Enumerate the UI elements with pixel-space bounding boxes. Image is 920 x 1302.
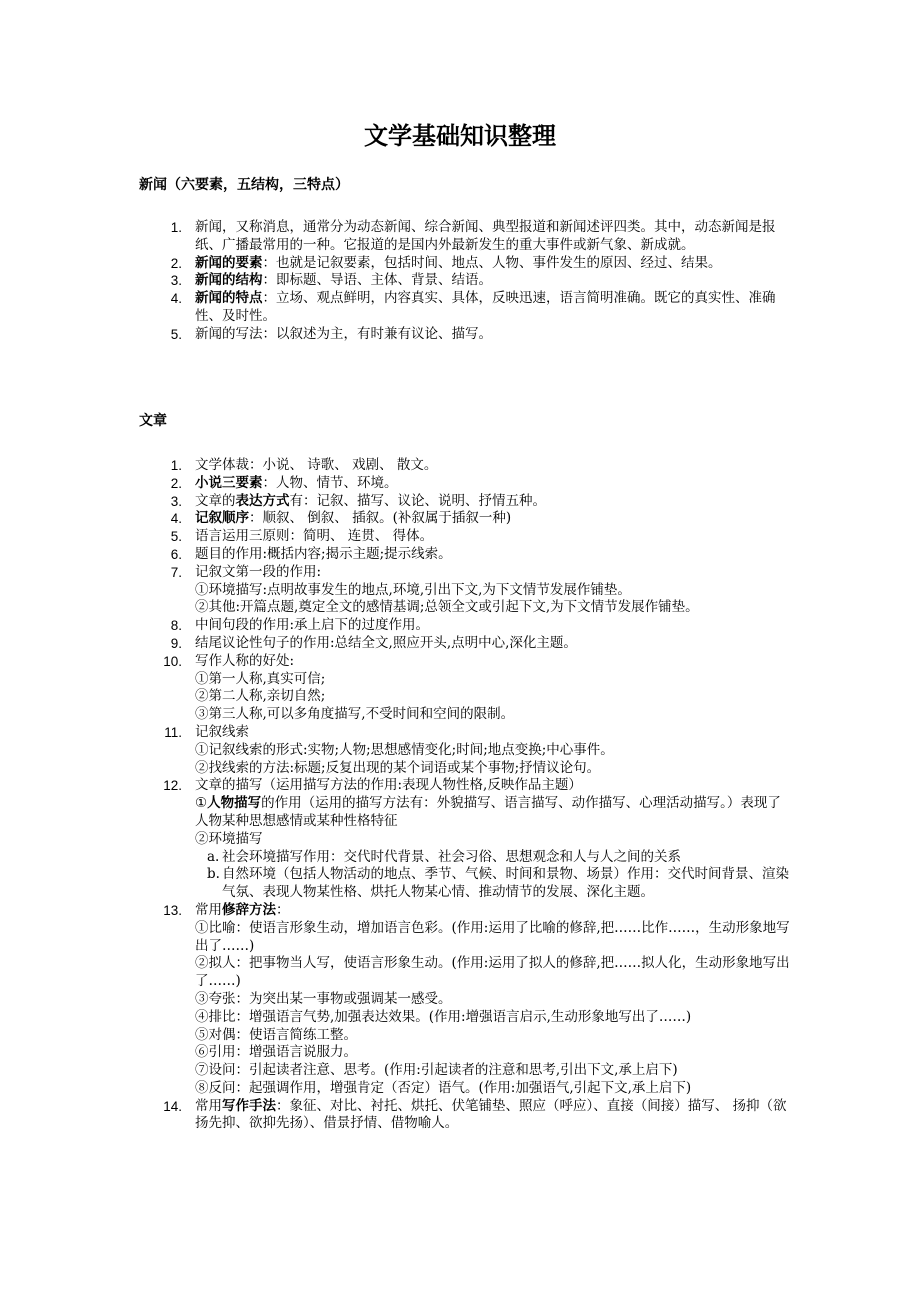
sub-item: ①环境描写:点明故事发生的地点,环境,引出下文,为下文情节发展作铺垫。	[195, 581, 631, 598]
page-title: 文学基础知识整理	[364, 122, 556, 150]
list-item: 2. 新闻的要素：也就是记叙要素，包括时间、地点、人物、事件发生的原因、经过、结果。	[170, 254, 722, 271]
list-item: 3. 文章的表达方式有：记叙、描写、议论、说明、抒情五种。	[170, 492, 546, 509]
list-item: 3. 新闻的结构：即标题、导语、主体、背景、结语。	[170, 272, 492, 289]
sub-item: ③夸张：为突出某一事物或强调某一感受。	[195, 990, 452, 1007]
list-item: 13. 常用修辞方法： ①比喻：使语言形象生动，增加语言色彩。(作用:运用了比喻的修辞,把……比作……，生动形象地写出了……) ②拟人：把事物当人写，使语言形象生动。(作用:运用了拟人的修辞,把……拟人化，生动形象地写出了……) ③夸张：为突出某一事物或强调某一感受。 ④排比：增强语言气势,加强表达效果。(作用:增强语言启示,生动形象地写出了……) ⑤对偶：使语言简练工整。 ⑥引用：增强语言说服力。 ⑦设问：引起读者注意、思考。(作用:引起读者的注意和思考,引出下文,承上启下) ⑧反问：起强调作用，增强肯定（否定）语气。(作用:加强语气,引起下文,承上启下)	[163, 901, 790, 1096]
news-list	[150, 219, 790, 344]
sub-item: ①记叙线索的形式:实物;人物;思想感情变化;时间;地点变换;中心事件。	[195, 741, 614, 758]
sub-item: ②第二人称,亲切自然;	[195, 688, 326, 705]
sub-item: ①人物描写的作用（运用的描写方法有：外貌描写、语言描写、动作描写、心理活动描写。）表现了人物某种思想感情或某种性格特征	[195, 795, 781, 829]
list-item: 7. 记叙文第一段的作用: ①环境描写:点明故事发生的地点,环境,引出下文,为下文情节发展作铺垫。 ②其他:开篇点题,奠定全文的感情基调;总领全文或引起下文,为下文情节发展作铺垫。	[150, 564, 790, 617]
sub-item: ⑧反问：起强调作用，增强肯定（否定）语气。(作用:加强语气,引起下文,承上启下)	[195, 1079, 692, 1096]
sub-item: ①比喻：使语言形象生动，增加语言色彩。(作用:运用了比喻的修辞,把……比作……，生动形象地写出了……)	[195, 919, 790, 954]
sub-item: ②环境描写	[195, 830, 263, 847]
list-item: 1. 新闻，又称消息，通常分为动态新闻、综合新闻、典型报道和新闻述评四类。其中，动态新闻是报纸、广播最常用的一种。它报道的是国内外最新发生的重大事件或新气象、新成就。	[170, 219, 776, 253]
sub-item: ②找线索的方法:标题;反复出现的某个词语或某个事物;抒情议论句。	[195, 759, 601, 776]
sub-item: ①第一人称,真实可信;	[195, 670, 326, 687]
list-item: 8. 中间句段的作用:承上启下的过度作用。	[170, 617, 430, 634]
sub-item: ⑦设问：引起读者注意、思考。(作用:引起读者的注意和思考,引出下文,承上启下)	[195, 1062, 678, 1079]
sub-item: ④排比：增强语言气势,加强表达效果。(作用:增强语言启示,生动形象地写出了……)	[195, 1008, 692, 1025]
list-item: 5. 语言运用三原则：简明、 连贯、 得体。	[170, 528, 434, 545]
sub-sub-item: a. 社会环境描写作用：交代时代背景、社会习俗、思想观念和人与人之间的关系	[207, 848, 681, 865]
sub-item: ③第三人称,可以多角度描写,不受时间和空间的限制。	[195, 706, 515, 723]
sub-item: ⑥引用：增强语言说服力。	[195, 1044, 357, 1061]
list-item: 11. 记叙线索 ①记叙线索的形式:实物;人物;思想感情变化;时间;地点变换;中心事件。 ②找线索的方法:标题;反复出现的某个词语或某个事物;抒情议论句。	[150, 724, 790, 777]
list-item: 1. 文学体裁：小说、 诗歌、 戏剧、 散文。	[170, 457, 438, 473]
sub-item: ②拟人：把事物当人写，使语言形象生动。(作用:运用了拟人的修辞,把……拟人化，生动形象地写出了……)	[195, 955, 790, 990]
sub-item: ⑤对偶：使语言简练工整。	[195, 1026, 357, 1043]
list-item: 12. 文章的描写（运用描写方法的作用:表现人物性格,反映作品主题） ①人物描写的作用（运用的描写方法有：外貌描写、语言描写、动作描写、心理活动描写。）表现了人物某种思想感情或某种性格特征 ②环境描写 a. 社会环境描写作用：交代时代背景、社会习俗、思想观念和人与人之间的关系 b. 自然环境（包括人物活动的地点、季节、气候、时间和景物、场景）作用：交代时间背景、渲染气氛、表现人物某性格、烘托人物某心情、推动情节的发展、深化主题。	[163, 777, 789, 901]
list-item: 10. 写作人称的好处: ①第一人称,真实可信; ②第二人称,亲切自然; ③第三人称,可以多角度描写,不受时间和空间的限制。	[150, 653, 790, 724]
list-item: 14. 常用写作手法：象征、对比、衬托、烘托、伏笔铺垫、照应（呼应）、直接（间接）描写、 扬抑（欲扬先抑、欲抑先扬）、借景抒情、借物喻人。	[163, 1097, 787, 1132]
list-item: 4. 记叙顺序：顺叙、 倒叙、 插叙。(补叙属于插叙一种)	[170, 510, 512, 527]
list-item: 2. 小说三要素：人物、情节、环境。	[170, 474, 398, 491]
news-heading: 新闻（六要素，五结构，三特点）	[139, 177, 349, 193]
list-item: 9. 结尾议论性句子的作用:总结全文,照应开头,点明中心,深化主题。	[170, 634, 577, 651]
article-list	[150, 457, 790, 1133]
list-item: 4. 新闻的特点：立场、观点鲜明，内容真实、具体，反映迅速，语言简明准确。既它的真实性、准确性、及时性。	[170, 290, 776, 324]
list-item: 6. 题目的作用:概括内容;揭示主题;提示线索。	[170, 545, 452, 562]
list-item: 5. 新闻的写法：以叙述为主，有时兼有议论、描写。	[170, 325, 492, 342]
article-heading: 文章	[139, 413, 167, 429]
sub-item: ②其他:开篇点题,奠定全文的感情基调;总领全文或引起下文,为下文情节发展作铺垫。	[195, 599, 699, 616]
sub-sub-item: b. 自然环境（包括人物活动的地点、季节、气候、时间和景物、场景）作用：交代时间背景、渲染气氛、表现人物某性格、烘托人物某心情、推动情节的发展、深化主题。	[207, 866, 789, 901]
